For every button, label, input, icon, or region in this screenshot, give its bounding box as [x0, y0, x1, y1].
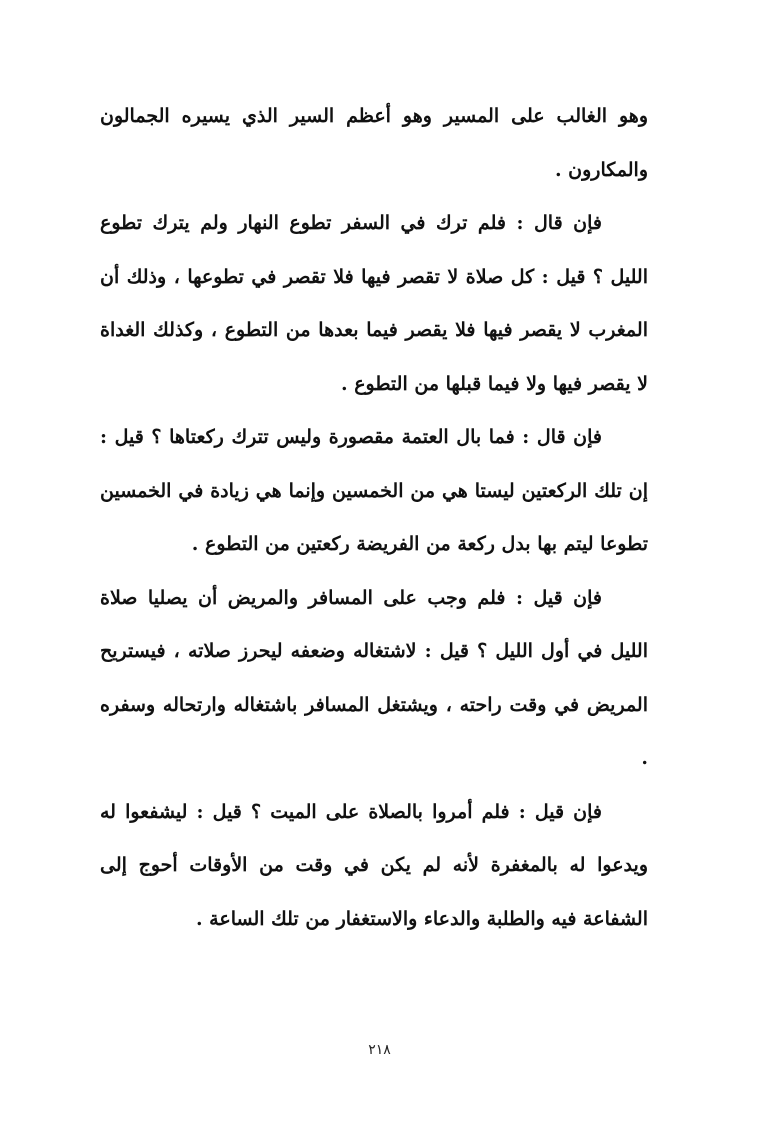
- paragraph-traveler-sick-night-prayer: فإن قيل : فلم وجب على المسافر والمريض أن يصليا صلاة الليل في أول الليل ؟ قيل : لاشتغاله وضعفه ليحرز صلاته ، فيستريح المريض في وقت راحته ، ويشتغل المسافر باشتغاله وارتحاله وسفره .: [100, 586, 648, 769]
- paragraph-atama-prayer: فإن قال : فما بال العتمة مقصورة وليس تترك ركعتاها ؟ قيل : إن تلك الركعتين ليستا هي من الخمسين وإنما هي زيادة في الخمسين تطوعا ليتم بها بدل ركعة من الفريضة ركعتين من التطوع .: [100, 426, 648, 555]
- page-number: ٢١٨: [368, 1042, 391, 1058]
- paragraph-travel-voluntary-prayer: فإن قال : فلم ترك في السفر تطوع النهار ولم يترك تطوع الليل ؟ قيل : كل صلاة لا تقصر فيها فلا تقصر في تطوعها ، وذلك أن المغرب لا يقصر فيها فلا يقصر فيما بعدها من التطوع ، وكذلك الغداة لا يقصر فيها ولا فيما قبلها من التطوع .: [100, 212, 648, 395]
- body-text: [100, 90, 648, 946]
- paragraph-funeral-prayer: فإن قيل : فلم أمروا بالصلاة على الميت ؟ قيل : ليشفعوا له ويدعوا له بالمغفرة لأنه لم يكن في وقت من الأوقات أحوج إلى الشفاعة فيه والطلبة والدعاء والاستغفار من تلك الساعة .: [100, 800, 648, 930]
- paragraph-continuation: وهو الغالب على المسير وهو أعظم السير الذي يسيره الجمالون والمكارون .: [100, 105, 648, 181]
